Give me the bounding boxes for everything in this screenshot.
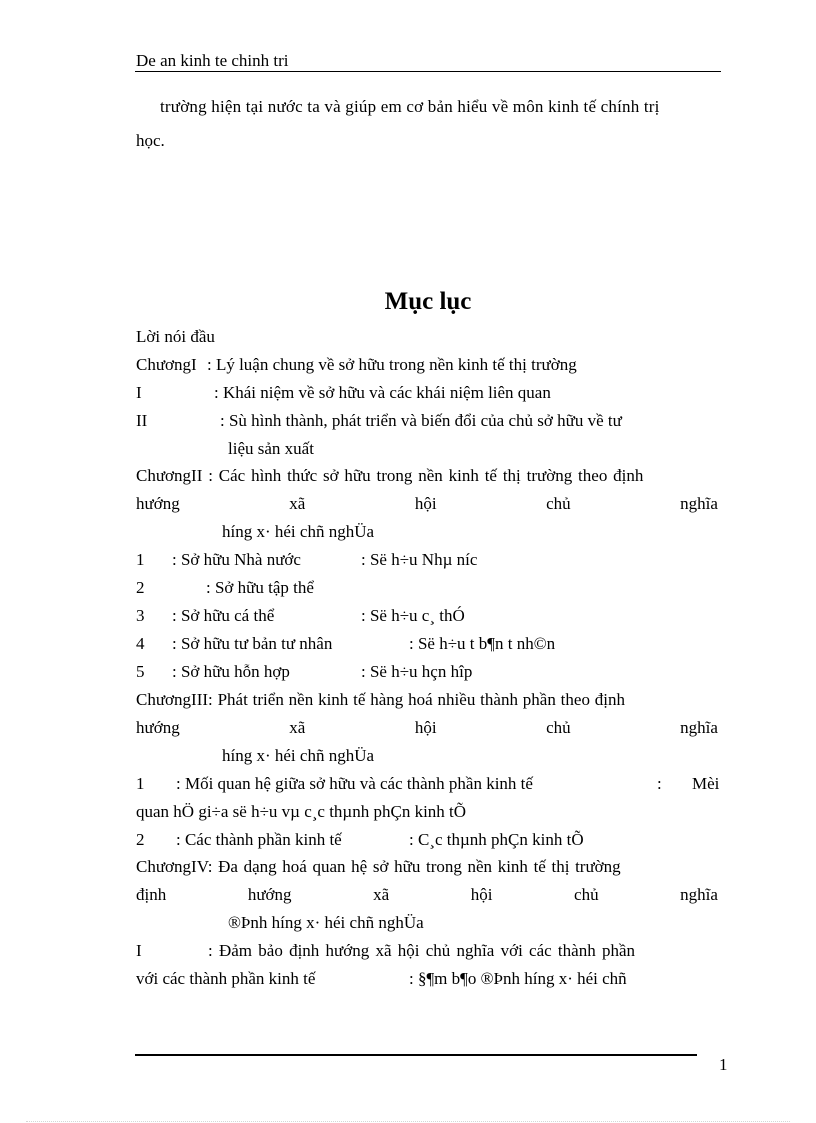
word: hội (470, 885, 493, 904)
toc-item-title (208, 942, 718, 959)
toc-item-title: : Sở hữu hỗn hợp (172, 662, 290, 681)
toc-item: 2 (136, 830, 145, 849)
toc-item-garbled (657, 775, 718, 792)
word: chủ (574, 885, 599, 904)
toc-item-continuation: liệu sản xuất (228, 439, 314, 458)
toc-chapter-1 (136, 356, 577, 373)
running-header: De an kinh te chinh tri (136, 51, 289, 70)
garbled-text: : Mèi (657, 774, 720, 793)
toc-item-garbled: : C¸c thµnh phÇn kinh tÕ (409, 830, 584, 849)
intro-text-1: trường hiện tại nước ta và giúp em cơ bản hiểu về môn kinh tế chính trị (160, 97, 660, 116)
word: nghĩa (680, 494, 718, 513)
word: nghĩa (680, 718, 718, 737)
toc-item: 4 (136, 634, 145, 653)
toc-item-title: : Mối quan hệ giữa sở hữu và các thành phần kinh tế (176, 774, 533, 793)
word: hội (414, 718, 437, 737)
word: hướng (136, 494, 180, 513)
toc-item-garbled: : Së h÷u t b¶n t nh©n (409, 634, 556, 653)
chapter-1-label: ChươngI (136, 355, 197, 374)
toc-item-title: : Sở hữu Nhà nước (172, 550, 301, 569)
intro-line-2: học. (136, 131, 165, 150)
word: hướng (136, 718, 180, 737)
toc-item: I (136, 941, 142, 960)
toc-item: 1 (136, 774, 145, 793)
toc-chapter-3-line-1 (136, 691, 718, 708)
toc-item: 3 (136, 606, 145, 625)
chapter-3-text: ChươngIII: Phát triển nền kinh tế hàng hoá nhiều thành phần theo định (136, 690, 626, 709)
toc-item-title: : Sù hình thành, phát triển và biến đổi của chủ sở hữu về tư (220, 411, 622, 430)
toc-item-continuation: quan hÖ gi÷a së h÷u vµ c¸c thµnh phÇn kinh tÕ (136, 802, 467, 821)
page-edge-dotted-line (26, 1121, 790, 1122)
intro-line-1 (160, 98, 718, 115)
toc-chapter-2-line-2 (136, 495, 718, 512)
toc-chapter-4-line-2 (136, 886, 718, 903)
toc-item-continuation: với các thành phần kinh tế (136, 969, 316, 988)
toc-item: I (136, 383, 142, 402)
word: xã (289, 494, 306, 513)
toc-chapter-3-garbled: híng x· héi chñ nghÜa (222, 746, 375, 765)
toc-item-title: : Sở hữu tư bản tư nhân (172, 634, 333, 653)
word: chủ (546, 494, 571, 513)
word: chủ (546, 718, 571, 737)
footer-rule (135, 1054, 697, 1056)
chapter-1-title: : Lý luận chung về sở hữu trong nền kinh tế thị trường (206, 355, 577, 374)
toc-chapter-3-line-2 (136, 719, 718, 736)
toc-item-title: : Sở hữu cá thể (172, 606, 275, 625)
chapter-4-text: ChươngIV: Đa dạng hoá quan hệ sở hữu trong nền kinh tế thị trường (136, 857, 621, 876)
word: xã (373, 885, 390, 904)
header-rule (135, 71, 721, 72)
word: nghĩa (680, 885, 718, 904)
word: định (136, 885, 167, 904)
toc-item-garbled: : Së h÷u Nhµ níc (361, 550, 478, 569)
toc-item-title: : Các thành phần kinh tế (176, 830, 342, 849)
word: xã (289, 718, 306, 737)
toc-item-garbled: : §¶m b¶o ®Þnh híng x· héi chñ (409, 969, 627, 988)
toc-item: II (136, 411, 148, 430)
page-number: 1 (719, 1055, 728, 1074)
word: hội (414, 494, 437, 513)
toc-item-garbled: : Së h÷u hçn hîp (361, 662, 473, 681)
item-title-text: : Đảm bảo định hướng xã hội chủ nghĩa với các thành phần (208, 941, 635, 960)
toc-preface: Lời nói đầu (136, 327, 215, 346)
toc-chapter-4-garbled: ®Þnh híng x· héi chñ nghÜa (228, 913, 424, 932)
toc-item-garbled: : Së h÷u c¸ thÓ (361, 606, 465, 625)
chapter-2-text: ChươngII : Các hình thức sở hữu trong nền kinh tế thị trường theo định (136, 466, 644, 485)
toc-chapter-2-garbled: híng x· héi chñ nghÜa (222, 522, 375, 541)
toc-item: 1 (136, 550, 145, 569)
toc-item: 5 (136, 662, 145, 681)
word: hướng (247, 885, 292, 904)
toc-item-title: : Sở hữu tập thể (206, 578, 314, 597)
toc-chapter-2-line-1 (136, 467, 718, 484)
toc-item: 2 (136, 578, 145, 597)
toc-title: Mục lục (384, 288, 472, 315)
toc-chapter-4-line-1 (136, 858, 718, 875)
toc-item-title: : Khái niệm về sở hữu và các khái niệm liên quan (214, 383, 551, 402)
